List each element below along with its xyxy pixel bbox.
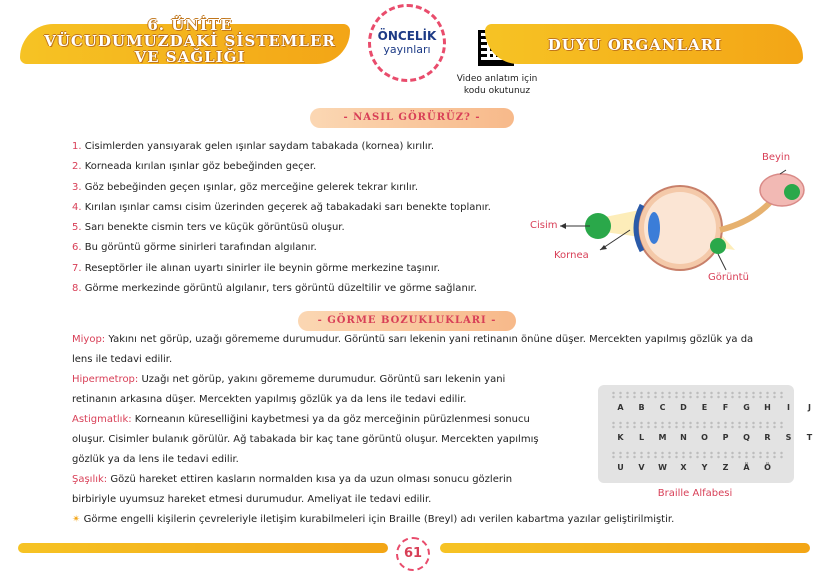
braille-row-1: A B C D E F G H I J — [617, 403, 811, 412]
eye-illustration — [530, 150, 820, 300]
list-item: 5. Sarı benekte cismin ters ve küçük görüntüsü oluşur. — [72, 222, 345, 234]
braille-row-3: U V W X Y Z Ä Ö — [617, 463, 771, 472]
retina-image — [710, 238, 726, 254]
star-icon: ✴ — [72, 514, 81, 525]
strabismus-line1: Şaşılık: Gözü hareket ettiren kasların normalden kısa ya da uzun olması sonucu gözlerin — [72, 474, 513, 485]
section-title-vision-disorders: - GÖRME BOZUKLUKLARI - — [298, 311, 516, 331]
page-number: 61 — [396, 537, 430, 571]
eye-diagram — [530, 150, 820, 300]
astigmatism-line3: gözlük ya da lens ile tedavi edilir. — [72, 454, 239, 465]
braille-note: ✴ Görme engelli kişilerin çevreleriyle iletişim kurabilmeleri için Braille (Breyl) adı verilen kabartma yazılar geliştirilmiştir. — [72, 514, 675, 525]
publisher-logo: ÖNCELİK yayınları — [368, 4, 446, 82]
astigmatism-line2: oluşur. Cisimler bulanık görülür. Ağ tabakada bir kaç tane görüntü oluşur. Mercekten yapılmış — [72, 434, 539, 445]
footer-band-left — [18, 543, 388, 553]
strabismus-term: Şaşılık: — [72, 474, 108, 485]
hyperopia-term: Hipermetrop: — [72, 374, 139, 385]
list-item: 8. Görme merkezinde görüntü algılanır, ters görüntü düzeltilir ve görme sağlanır. — [72, 283, 477, 295]
list-item: 3. Göz bebeğinden geçen ışınlar, göz merceğine gelerek tekrar kırılır. — [72, 181, 418, 193]
myopia-line2: lens ile tedavi edilir. — [72, 354, 173, 365]
unit-title — [30, 17, 350, 65]
label-brain: Beyin — [762, 152, 791, 163]
footer-band-right — [440, 543, 810, 553]
hyperopia-line1: Hipermetrop: Uzağı net görüp, yakını görememe durumudur. Görüntü sarı lekenin yani — [72, 374, 506, 385]
label-image: Görüntü — [708, 272, 749, 283]
unit-name-line2: VE SAĞLIĞI — [134, 48, 246, 66]
label-cornea: Kornea — [554, 250, 589, 261]
astigmatism-line1: Astigmatlık: Korneanın küreselliğini kaybetmesi ya da göz merceğinin pürüzlenmesi sonucu — [72, 414, 530, 425]
list-item: 6. Bu görüntü görme sinirleri tarafından algılanır. — [72, 242, 317, 254]
braille-row-2: K L M N O P Q R S T — [617, 433, 813, 442]
unit-name-line1: VÜCUDUMUZDAKİ SİSTEMLER — [44, 32, 336, 50]
vision-steps-list — [72, 137, 491, 299]
label-object: Cisim — [530, 220, 558, 231]
myopia-line1: Miyop: Yakını net görüp, uzağı görememe durumudur. Görüntü sarı lekenin yani retinanın önüne düşer. Mercekten yapılmış gözlük ya da — [72, 334, 754, 345]
list-item: 2. Korneada kırılan ışınlar göz bebeğinden geçer. — [72, 161, 317, 173]
topic-title: DUYU ORGANLARI — [547, 36, 723, 54]
section-title-how-we-see: - NASIL GÖRÜRÜZ? - — [310, 108, 514, 128]
braille-caption: Braille Alfabesi — [657, 488, 733, 499]
strabismus-line2: birbiriyle uyumsuz hareket etmesi durumudur. Ameliyat ile tedavi edilir. — [72, 494, 432, 505]
astigmatism-term: Astigmatlık: — [72, 414, 132, 425]
braille-alphabet-card — [598, 385, 813, 483]
list-item: 7. Reseptörler ile alınan uyartı sinirler ile beynin görme merkezine taşınır. — [72, 262, 441, 274]
unit-number: 6. ÜNİTE — [147, 16, 233, 34]
list-item: 4. Kırılan ışınlar camsı cisim üzerinden geçerek ağ tabakadaki sarı benekte toplanır. — [72, 201, 491, 213]
qr-caption: Video anlatım için kodu okutunuz — [456, 74, 538, 96]
myopia-term: Miyop: — [72, 334, 106, 345]
hyperopia-line2: retinanın arkasına düşer. Mercekten yapılmış gözlük ya da lens ile tedavi edilir. — [72, 394, 467, 405]
list-item: 1. Cisimlerden yansıyarak gelen ışınlar saydam tabakada (kornea) kırılır. — [72, 141, 435, 152]
